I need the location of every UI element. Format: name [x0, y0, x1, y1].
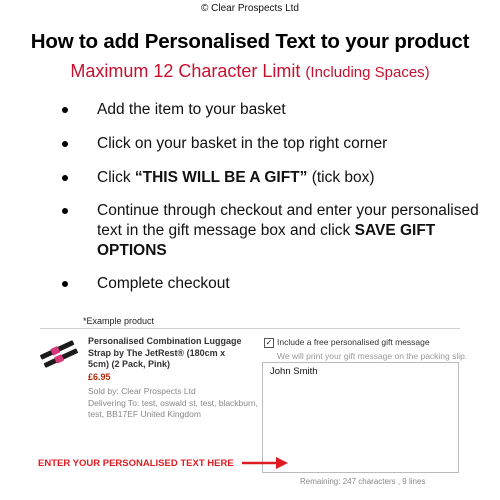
bullet-icon: [62, 208, 68, 214]
example-product-label: *Example product: [83, 316, 155, 326]
gift-note-text: We will print your gift message on the packing slip.: [277, 351, 468, 361]
step-text: Click on your basket in the top right corner: [97, 135, 388, 152]
character-limit-note: (Including Spaces): [305, 64, 430, 81]
step-text: Continue through checkout and enter your personalised text in the gift message box and click SAVE GIFT OPTIONS: [97, 202, 479, 259]
sold-by-text: Sold by: Clear Prospects Ltd: [88, 386, 196, 396]
gift-message-text: John Smith: [270, 366, 318, 377]
step-item: [0, 100, 500, 124]
gift-message-box[interactable]: [262, 362, 459, 473]
character-limit-subtitle: [0, 61, 500, 82]
copyright-notice: © Clear Prospects Ltd: [201, 3, 299, 14]
character-limit-text: Maximum 12 Character Limit: [70, 61, 301, 81]
step-item: [0, 168, 500, 192]
step-item: [0, 274, 500, 298]
product-price: £6.95: [88, 372, 111, 382]
step-item: [0, 134, 500, 158]
step-text: Click “THIS WILL BE A GIFT” (tick box): [97, 169, 375, 186]
gift-checkbox-label: Include a free personalised gift message: [277, 337, 430, 347]
remaining-characters: Remaining: 247 characters , 9 lines: [300, 477, 426, 486]
divider: [40, 328, 460, 329]
step-text: Complete checkout: [97, 275, 230, 292]
luggage-strap-thumbnail: [40, 340, 78, 368]
bullet-icon: [62, 141, 68, 147]
step-text: Add the item to your basket: [97, 101, 286, 118]
page-title: How to add Personalised Text to your product: [30, 30, 470, 53]
step-item: [0, 201, 500, 263]
instruction-text: ENTER YOUR PERSONALISED TEXT HERE: [38, 458, 234, 469]
checkmark-icon: ✓: [265, 338, 273, 347]
bullet-icon: [62, 107, 68, 113]
product-name[interactable]: Personalised Combination Luggage Strap by The JetRest® (180cm x 5cm) (2 Pack, Pink): [88, 336, 242, 369]
right-arrow-icon: [240, 454, 290, 472]
delivery-address: Delivering To: test, oswald st, test, blackburn, test, BB17EF United Kingdom: [88, 398, 258, 419]
bullet-icon: [62, 175, 68, 181]
gift-checkbox[interactable]: [264, 338, 274, 348]
bullet-icon: [62, 281, 68, 287]
